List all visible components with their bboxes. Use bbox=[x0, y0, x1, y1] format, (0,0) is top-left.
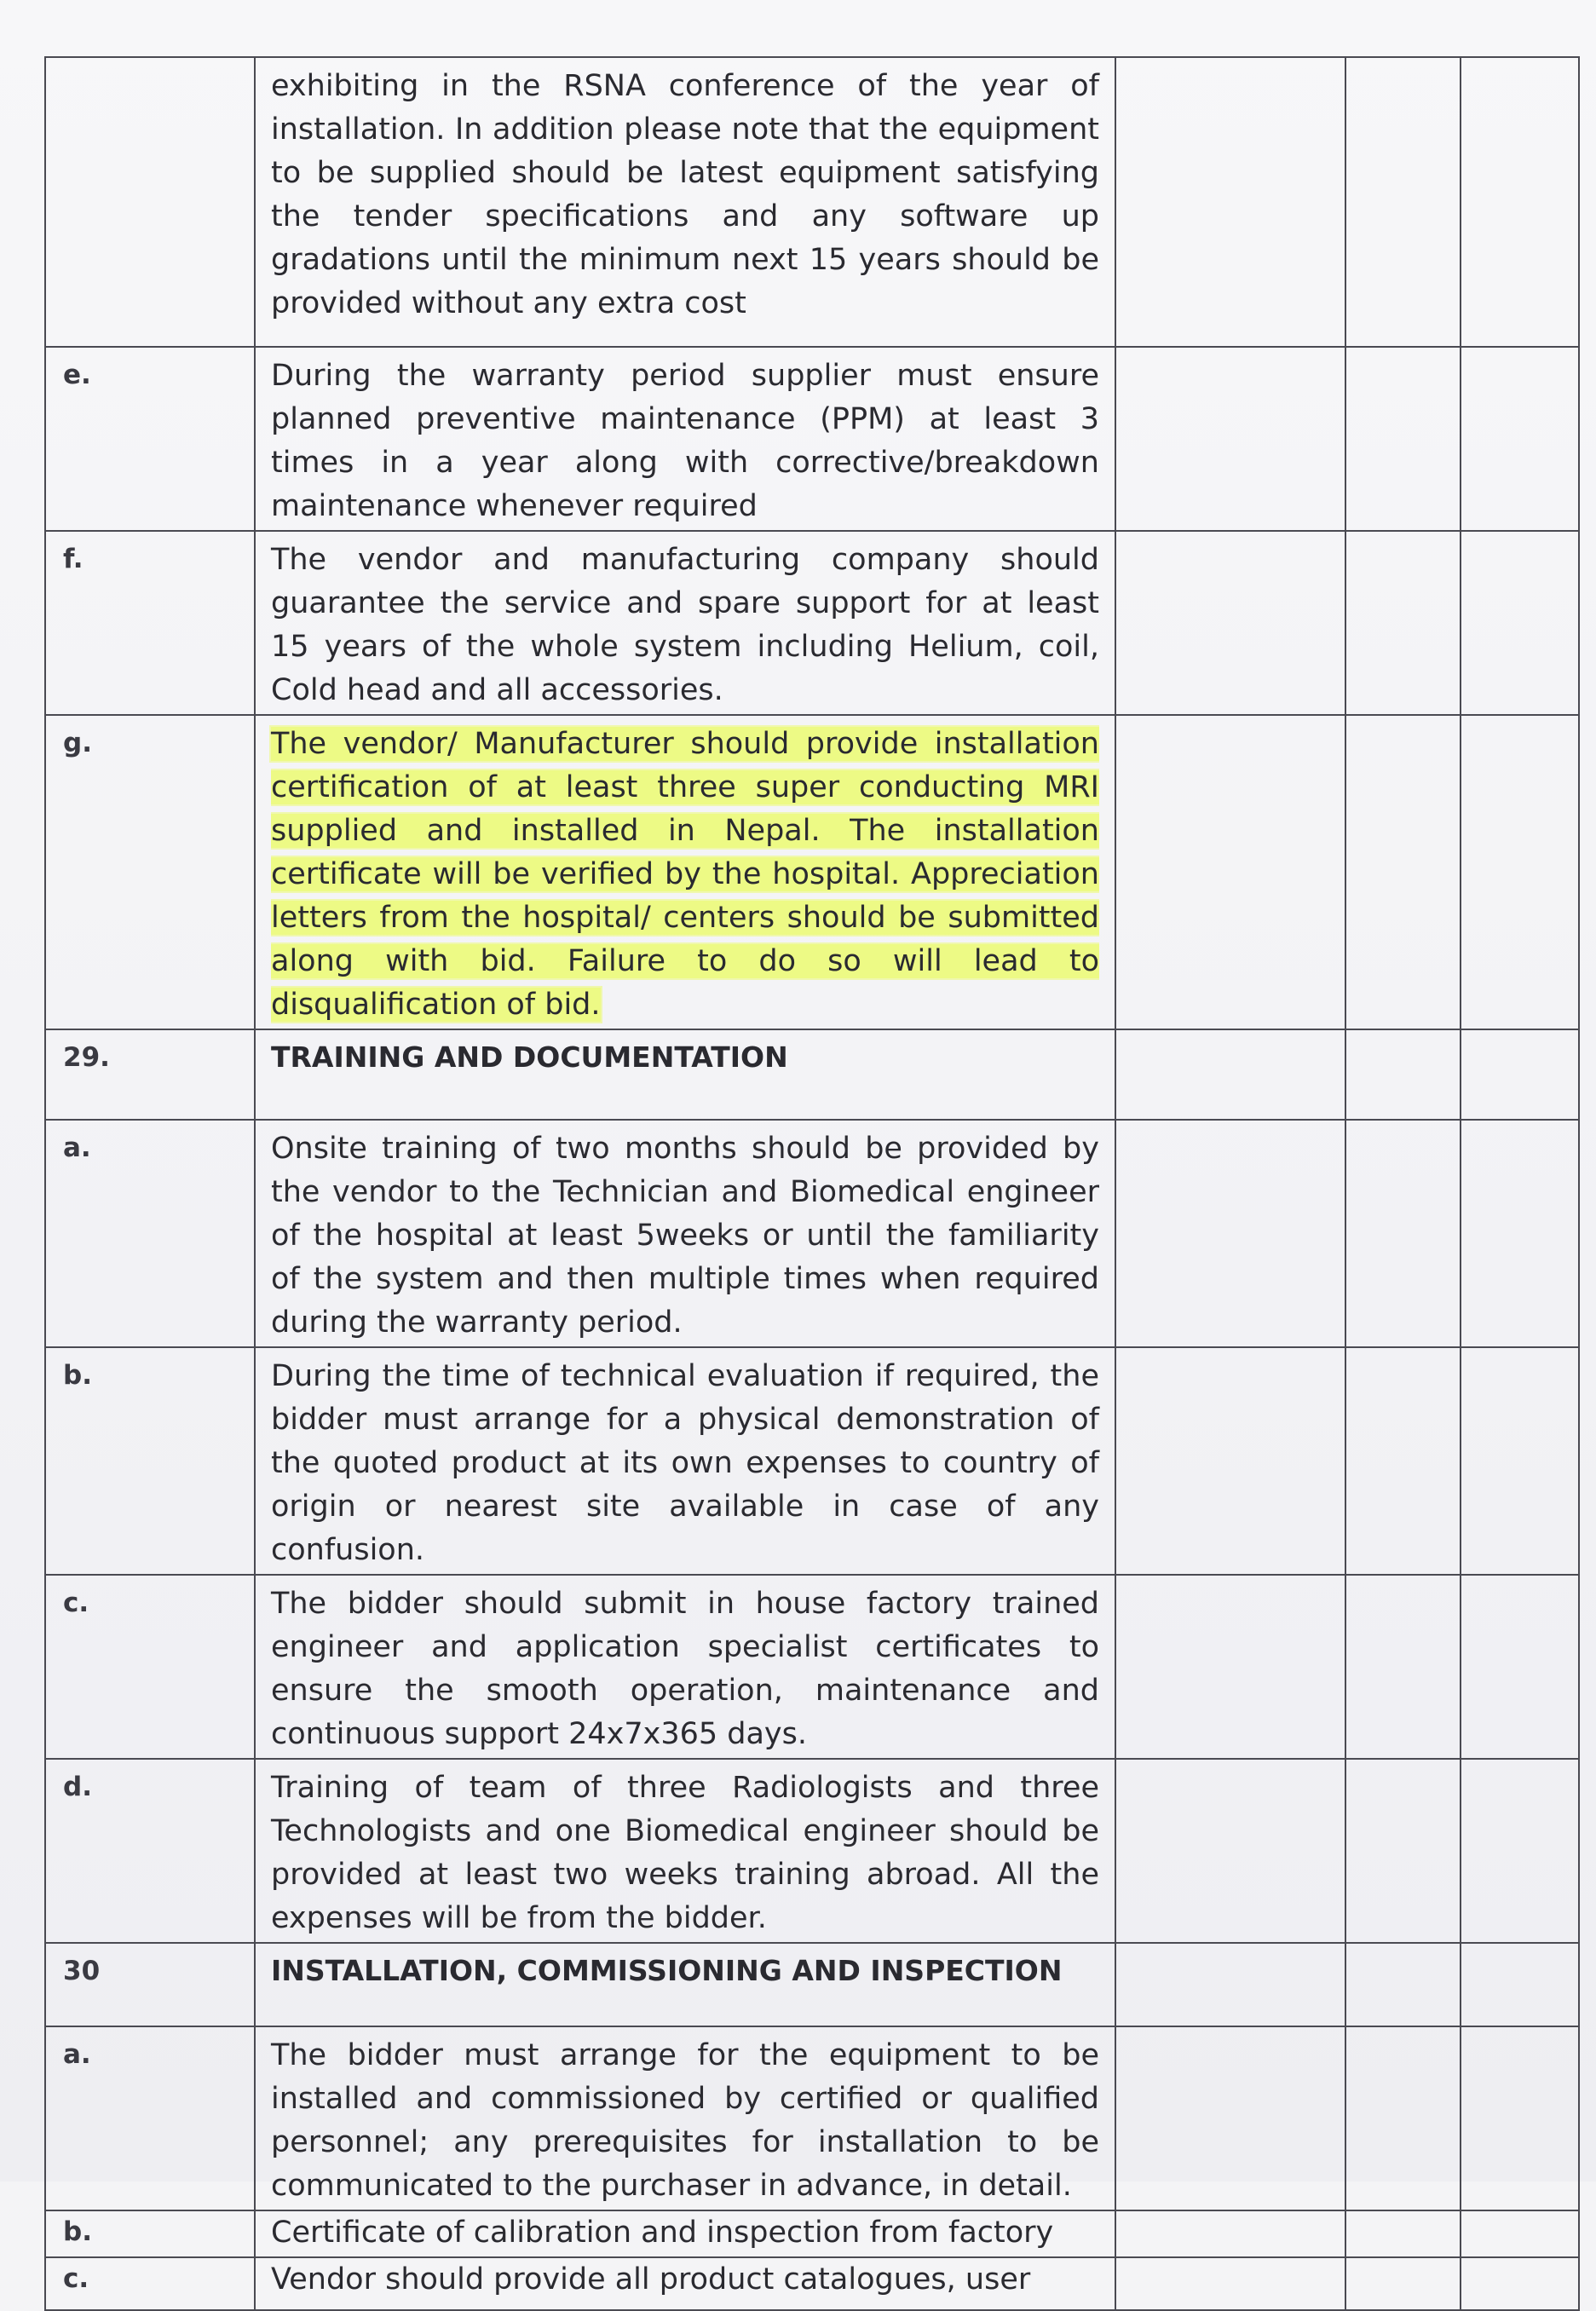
section-number-cell bbox=[45, 1029, 255, 1120]
blank-cell bbox=[1461, 531, 1579, 715]
blank-cell bbox=[1345, 1759, 1461, 1943]
blank-cell bbox=[1115, 1347, 1345, 1575]
table-row bbox=[45, 1759, 1579, 1943]
specification-text-highlighted bbox=[256, 716, 1115, 1029]
item-number-cell bbox=[45, 57, 255, 347]
specification-cell bbox=[255, 2257, 1115, 2310]
item-number-cell bbox=[45, 2210, 255, 2257]
specification-cell bbox=[255, 1347, 1115, 1575]
item-number: g. bbox=[63, 728, 92, 758]
item-number: c. bbox=[63, 2263, 89, 2294]
table-row bbox=[45, 57, 1579, 347]
specification-cell bbox=[255, 715, 1115, 1029]
item-number-cell bbox=[45, 1120, 255, 1347]
section-number-cell bbox=[45, 1943, 255, 2026]
section-row bbox=[45, 1943, 1579, 2026]
specification-cell bbox=[255, 2210, 1115, 2257]
specification-cell bbox=[255, 347, 1115, 531]
blank-cell bbox=[1345, 57, 1461, 347]
blank-cell bbox=[1115, 1575, 1345, 1759]
blank-cell bbox=[1115, 1759, 1345, 1943]
item-number: e. bbox=[63, 360, 91, 390]
specification-text: Certificate of calibration and inspection from factory bbox=[271, 2216, 1054, 2250]
specification-text: The bidder should submit in house factory trained engineer and application specialist certificates to ensure the smooth operation, maintenance and continuous support 24x7x365 days. bbox=[271, 1587, 1099, 1751]
blank-cell bbox=[1345, 2257, 1461, 2310]
item-number-cell bbox=[45, 531, 255, 715]
specification-cell bbox=[255, 2026, 1115, 2210]
blank-cell bbox=[1345, 1575, 1461, 1759]
specification-cell bbox=[255, 1120, 1115, 1347]
section-number: 30 bbox=[63, 1956, 101, 1986]
specification-text: During the time of technical evaluation if required, the bidder must arrange for a physical demonstration of the quoted product at its own expenses to country of origin or nearest site available in case of any confusion. bbox=[271, 1359, 1099, 1567]
specification-cell bbox=[255, 1759, 1115, 1943]
item-number-cell bbox=[45, 2026, 255, 2210]
blank-cell bbox=[1461, 2210, 1579, 2257]
specification-text: Training of team of three Radiologists and three Technologists and one Biomedical engineer should be provided at least two weeks training abroad. All the expenses will be from the bidder. bbox=[271, 1771, 1099, 1935]
item-number: d. bbox=[63, 1772, 92, 1802]
blank-cell bbox=[1461, 57, 1579, 347]
table-row bbox=[45, 715, 1579, 1029]
specification-cell bbox=[255, 57, 1115, 347]
section-heading: INSTALLATION, COMMISSIONING AND INSPECTION bbox=[271, 1954, 1063, 1987]
blank-cell bbox=[1461, 347, 1579, 531]
table-row bbox=[45, 347, 1579, 531]
highlighter-mark: The vendor/ Manufacturer should provide installation certification of at least three super conducting MRI supplied and installed in Nepal. The installation certificate will be verified by the hospital. Appreciation letters from the hospital/ centers should be submitted along with bid. Failure to do so will lead to disqualification of bid. bbox=[271, 727, 1099, 1022]
table-row bbox=[45, 1347, 1579, 1575]
blank-cell bbox=[1345, 1120, 1461, 1347]
section-heading-cell bbox=[255, 1029, 1115, 1120]
specification-text: Vendor should provide all product catalogues, user bbox=[271, 2262, 1031, 2297]
blank-cell bbox=[1461, 2257, 1579, 2310]
table-row bbox=[45, 1120, 1579, 1347]
blank-cell bbox=[1115, 347, 1345, 531]
blank-cell bbox=[1115, 715, 1345, 1029]
blank-cell bbox=[1461, 2026, 1579, 2210]
blank-cell bbox=[1461, 1347, 1579, 1575]
blank-cell bbox=[1461, 1943, 1579, 2026]
blank-cell bbox=[1115, 1943, 1345, 2026]
section-heading: TRAINING AND DOCUMENTATION bbox=[271, 1040, 788, 1074]
specification-text: Onsite training of two months should be provided by the vendor to the Technician and Biomedical engineer of the hospital at least 5weeks or until the familiarity of the system and then multiple times when required during the warranty period. bbox=[271, 1132, 1099, 1340]
section-row bbox=[45, 1029, 1579, 1120]
blank-cell bbox=[1345, 715, 1461, 1029]
blank-cell bbox=[1345, 1943, 1461, 2026]
item-number: a. bbox=[63, 1132, 91, 1163]
item-number-cell bbox=[45, 1575, 255, 1759]
specification-text: During the warranty period supplier must ensure planned preventive maintenance (PPM) at least 3 times in a year along with corrective/breakdown maintenance whenever required bbox=[271, 359, 1099, 523]
blank-cell bbox=[1461, 1029, 1579, 1120]
item-number: b. bbox=[63, 2216, 92, 2247]
item-number bbox=[46, 58, 254, 70]
blank-cell bbox=[1461, 1120, 1579, 1347]
blank-cell bbox=[1115, 1120, 1345, 1347]
blank-cell bbox=[1345, 2026, 1461, 2210]
table-row bbox=[45, 2026, 1579, 2210]
specification-text: The bidder must arrange for the equipment to be installed and commissioned by certified or qualified personnel; any prerequisites for installation to be communicated to the purchaser in advance, in detail. bbox=[271, 2038, 1099, 2203]
item-number: c. bbox=[63, 1588, 89, 1618]
item-number: b. bbox=[63, 1360, 92, 1391]
specification-cell bbox=[255, 1575, 1115, 1759]
blank-cell bbox=[1115, 2026, 1345, 2210]
item-number-cell bbox=[45, 2257, 255, 2310]
blank-cell bbox=[1345, 531, 1461, 715]
item-number-cell bbox=[45, 715, 255, 1029]
blank-cell bbox=[1461, 1759, 1579, 1943]
blank-cell bbox=[1115, 2210, 1345, 2257]
item-number-cell bbox=[45, 1759, 255, 1943]
table-row bbox=[45, 531, 1579, 715]
blank-cell bbox=[1115, 1029, 1345, 1120]
blank-cell bbox=[1345, 347, 1461, 531]
section-heading-cell bbox=[255, 1943, 1115, 2026]
blank-cell bbox=[1345, 2210, 1461, 2257]
table-row bbox=[45, 1575, 1579, 1759]
table-row bbox=[45, 2210, 1579, 2257]
blank-cell bbox=[1115, 531, 1345, 715]
specification-table bbox=[44, 56, 1580, 2311]
item-number-cell bbox=[45, 347, 255, 531]
section-number: 29. bbox=[63, 1042, 110, 1073]
item-number: f. bbox=[63, 544, 84, 574]
blank-cell bbox=[1345, 1347, 1461, 1575]
blank-cell bbox=[1115, 2257, 1345, 2310]
specification-text: exhibiting in the RSNA conference of the year of installation. In addition please note that the equipment to be supplied should be latest equipment satisfying the tender specifications and any software up gradations until the minimum next 15 years should be provided without any extra cost bbox=[271, 69, 1099, 320]
specification-cell bbox=[255, 531, 1115, 715]
blank-cell bbox=[1461, 1575, 1579, 1759]
item-number: a. bbox=[63, 2039, 91, 2070]
blank-cell bbox=[1461, 715, 1579, 1029]
blank-cell bbox=[1115, 57, 1345, 347]
specification-text: The vendor and manufacturing company should guarantee the service and spare support for at least 15 years of the whole system including Helium, coil, Cold head and all accessories. bbox=[271, 543, 1099, 707]
item-number-cell bbox=[45, 1347, 255, 1575]
blank-cell bbox=[1345, 1029, 1461, 1120]
table-row bbox=[45, 2257, 1579, 2310]
